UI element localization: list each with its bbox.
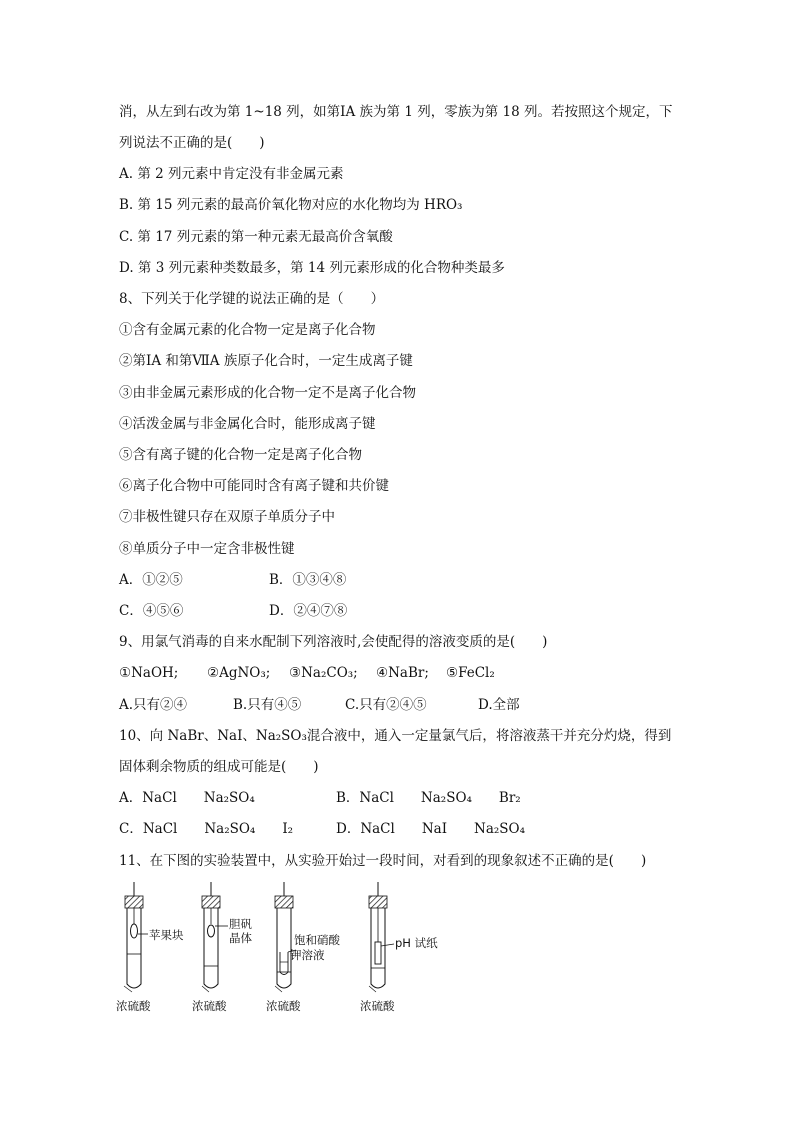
q8-statement-7: ⑦非极性键只存在双原子单质分子中 — [119, 509, 335, 525]
q10-options-row2 — [119, 820, 525, 838]
q8-options-row1 — [119, 571, 346, 589]
test-tube-3 — [275, 882, 296, 992]
q11-stem: 11、在下图的实验装置中，从实验开始过一段时间，对看到的现象叙述不正确的是( ) — [119, 853, 647, 869]
q8-statement-5: ⑤含有离子键的化合物一定是离子化合物 — [119, 447, 362, 463]
q10-option-b: B．NaCl Na₂SO₄ Br₂ — [336, 790, 521, 806]
q9-option-d: D.全部 — [478, 697, 520, 713]
q8-option-c: C．④⑤⑥ — [119, 603, 184, 619]
q9-option-c: C.只有②④⑤ — [345, 697, 427, 713]
q9-option-a: A.只有②④ — [119, 697, 188, 713]
q8-option-b: B．①③④⑧ — [269, 572, 347, 588]
q9-item-3: ③Na₂CO₃; — [289, 665, 358, 681]
test-tube-2 — [202, 882, 228, 992]
q9-item-1: ①NaOH; — [119, 665, 179, 681]
q8-statement-3: ③由非金属元素形成的化合物一定不是离子化合物 — [119, 385, 416, 401]
label-kno3-line2: 钾溶液 — [290, 948, 325, 962]
q10-options-row1 — [119, 789, 521, 807]
q9-item-5: ⑤FeCl₂ — [446, 665, 495, 681]
q8-options-row2 — [119, 602, 347, 620]
label-kno3-line1: 饱和硝酸 — [294, 933, 340, 947]
q7-option-d: D. 第 3 列元素种类数最多，第 14 列元素形成的化合物种类最多 — [119, 260, 505, 276]
q7-option-a: A. 第 2 列元素中肯定没有非金属元素 — [119, 166, 344, 182]
q10-stem-line1: 10、向 NaBr、NaI、Na₂SO₃混合液中，通入一定量氯气后，将溶液蒸干并充分灼烧，得到 — [119, 728, 672, 744]
q9-item-4: ④NaBr; — [376, 665, 429, 681]
label-conc-sulfuric-acid-2: 浓硫酸 — [192, 999, 227, 1013]
q8-statement-6: ⑥离子化合物中可能同时含有离子键和共价键 — [119, 478, 389, 494]
q9-stem: 9、用氯气消毒的自来水配制下列溶液时,会使配得的溶液变质的是( ) — [119, 634, 548, 650]
label-conc-sulfuric-acid-3: 浓硫酸 — [266, 999, 301, 1013]
test-tube-apparatus-figure — [110, 880, 470, 1020]
q9-options — [119, 696, 520, 714]
q9-option-b: B.只有④⑤ — [233, 697, 302, 713]
q8-statement-2: ②第ⅠA 和第ⅦA 族原子化合时，一定生成离子键 — [119, 353, 413, 369]
q8-option-d: D．②④⑦⑧ — [269, 603, 348, 619]
test-tube-1 — [124, 882, 148, 992]
q8-statement-1: ①含有金属元素的化合物一定是离子化合物 — [119, 322, 376, 338]
q7-option-c: C. 第 17 列元素的第一种元素无最高价含氧酸 — [119, 229, 393, 245]
label-ph-paper: pH 试纸 — [395, 936, 438, 950]
q10-option-c: C．NaCl Na₂SO₄ I₂ — [119, 821, 294, 837]
q7-stem-line1: 消，从左到右改为第 1~18 列，如第ⅠA 族为第 1 列，零族为第 18 列。若按照这个规定，下 — [119, 104, 673, 120]
label-blue-vitriol-line2: 晶体 — [229, 931, 252, 945]
q10-option-a: A．NaCl Na₂SO₄ — [119, 790, 255, 806]
label-conc-sulfuric-acid-4: 浓硫酸 — [360, 999, 395, 1013]
test-tube-4 — [369, 882, 394, 992]
q8-stem: 8、下列关于化学键的说法正确的是（ ） — [119, 291, 385, 307]
q7-option-b: B. 第 15 列元素的最高价氧化物对应的水化物均为 HRO₃ — [119, 197, 463, 213]
label-blue-vitriol-line1: 胆矾 — [229, 917, 252, 931]
q9-item-2: ②AgNO₃; — [207, 665, 271, 681]
q9-list — [119, 664, 495, 682]
q10-option-d: D．NaCl NaI Na₂SO₄ — [336, 821, 526, 837]
q8-statement-8: ⑧单质分子中一定含非极性键 — [119, 541, 295, 557]
q8-option-a: A．①②⑤ — [119, 572, 183, 588]
q10-stem-line2: 固体剩余物质的组成可能是( ) — [119, 759, 319, 775]
q7-stem-line2: 列说法不正确的是( ) — [119, 135, 265, 151]
label-conc-sulfuric-acid-1: 浓硫酸 — [116, 999, 151, 1013]
q8-statement-4: ④活泼金属与非金属化合时，能形成离子键 — [119, 416, 376, 432]
label-apple-piece: 苹果块 — [149, 928, 184, 942]
